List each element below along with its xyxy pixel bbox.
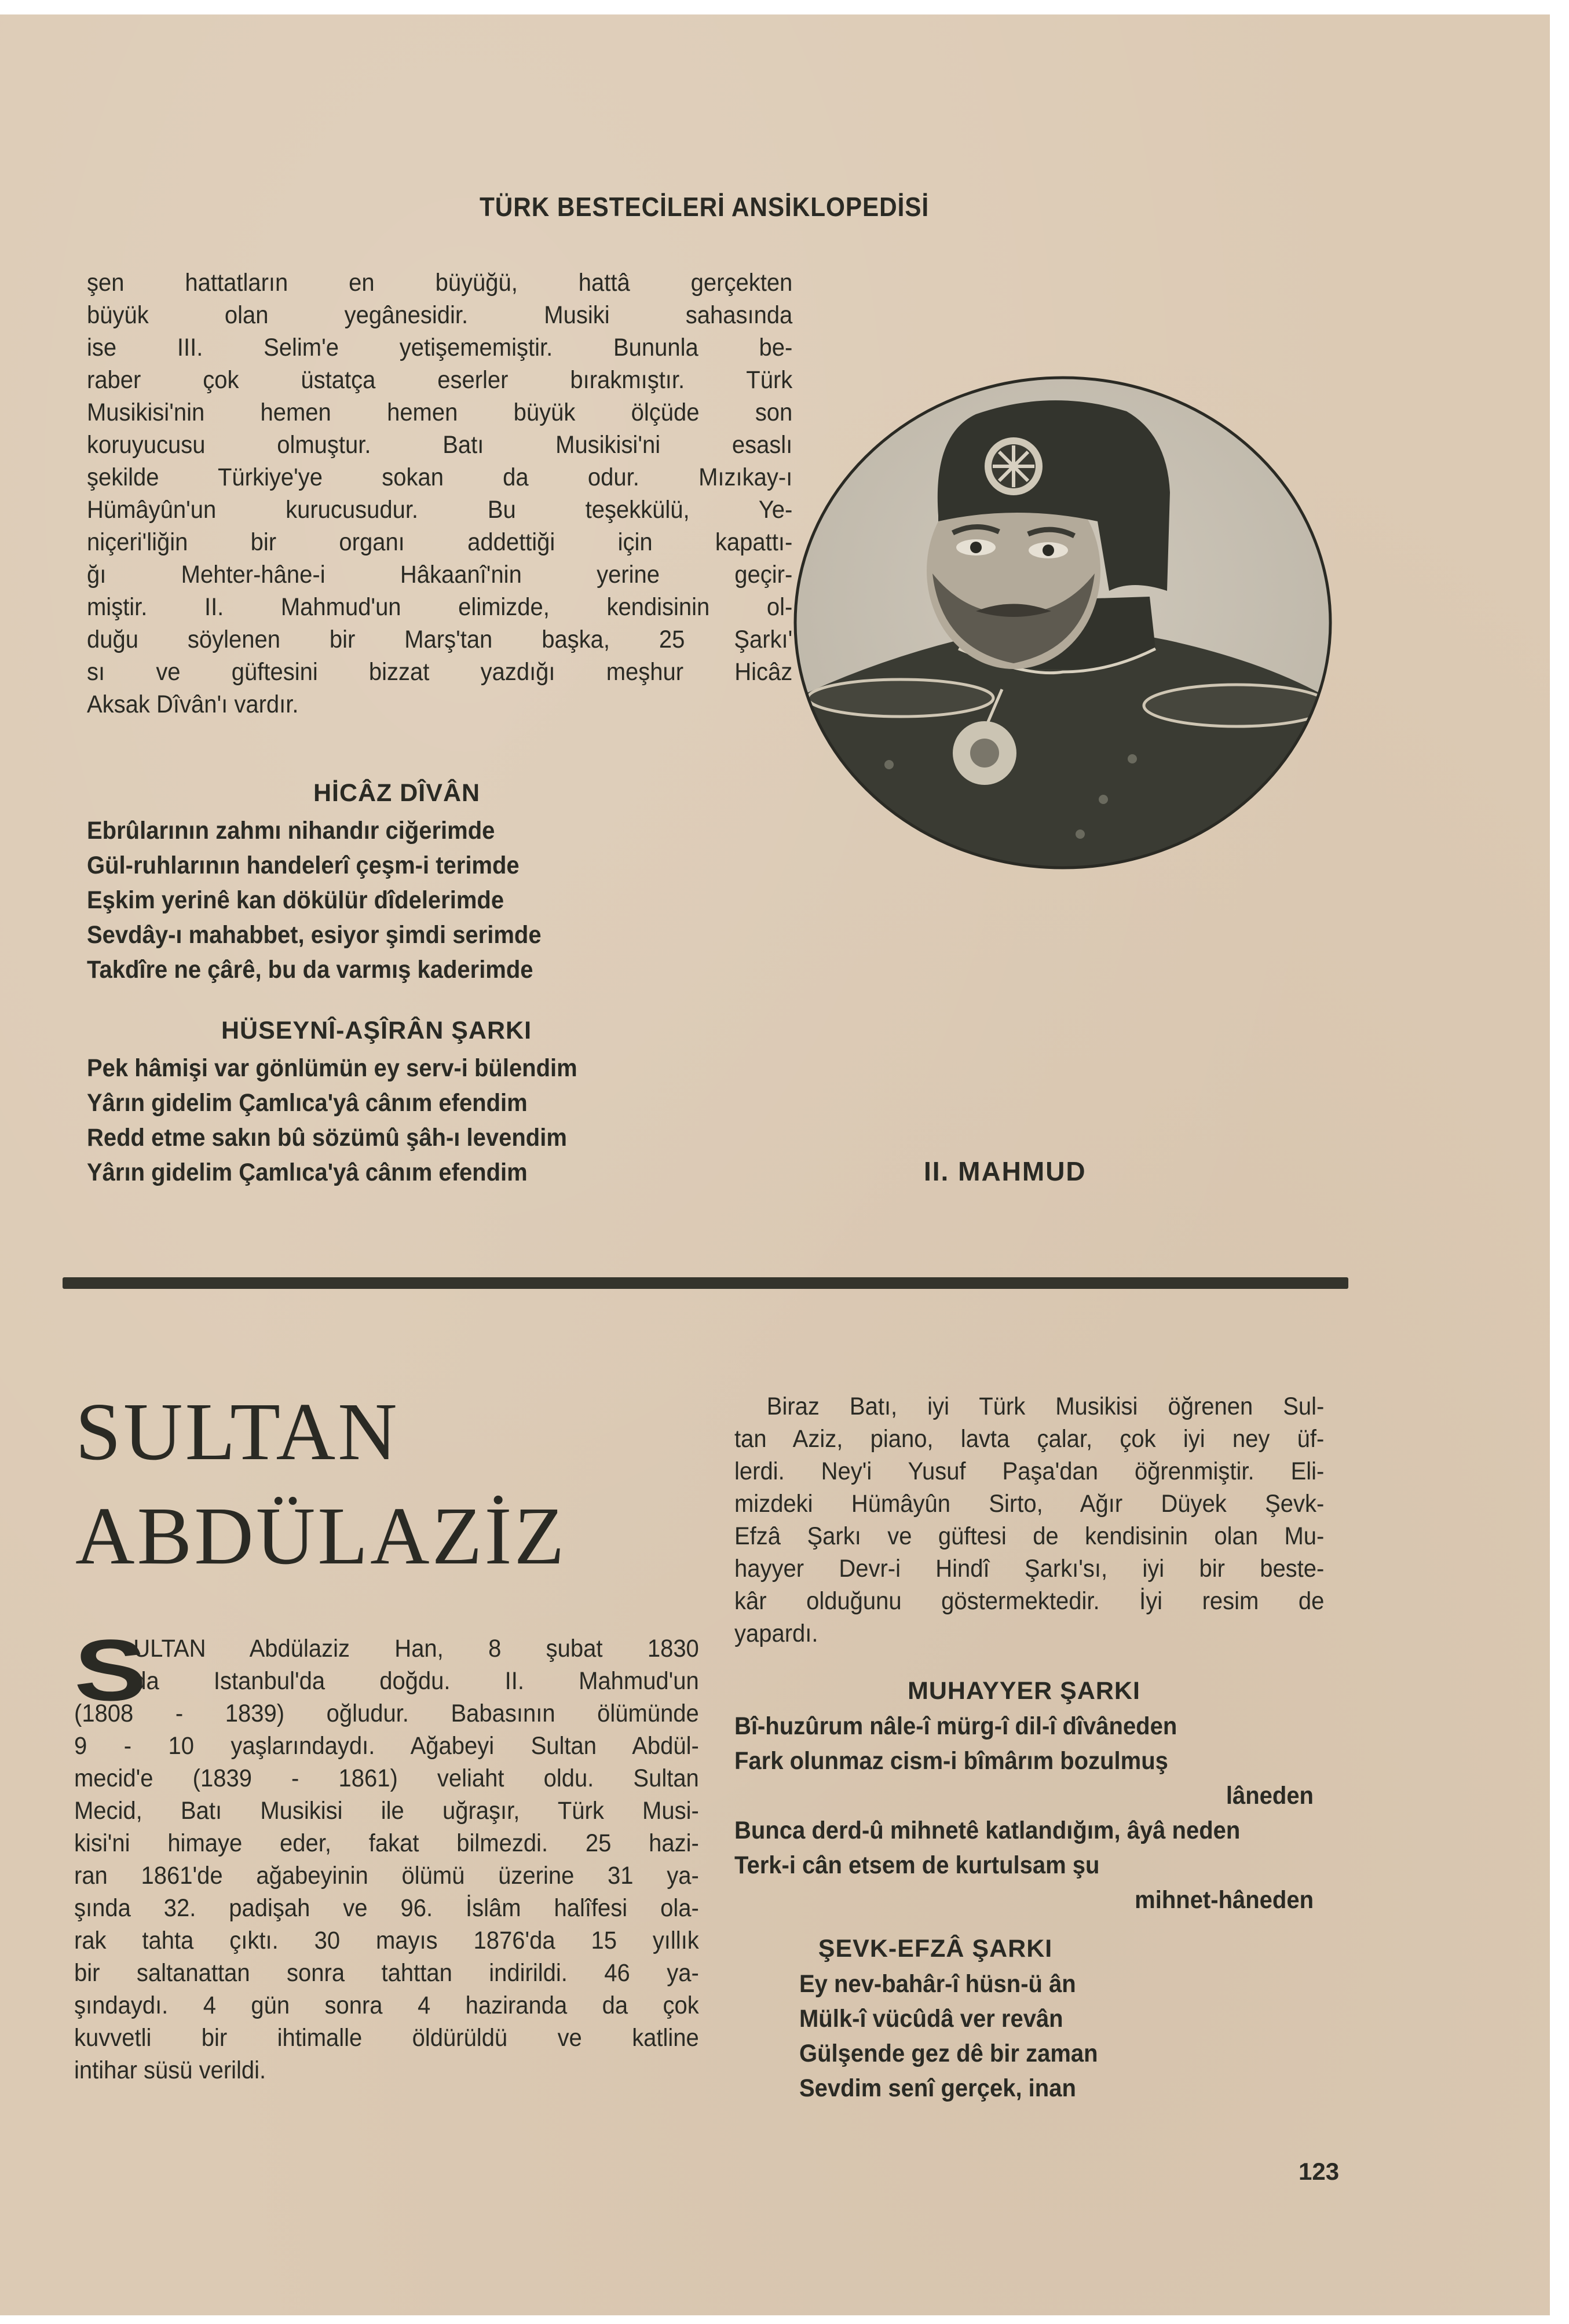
text-line: miştir. II. Mahmud'un elimizde, kendisinin ol- [87,593,793,621]
epaulette-left [808,679,993,717]
poem-line: Fark olunmaz cism-i bîmârım bozulmuş [734,1747,1168,1775]
text-line: mecid'e (1839 - 1861) veliaht oldu. Sultan [74,1764,699,1792]
section-divider [63,1277,1348,1289]
poem-line: Bunca derd-û mihnetê katlandığım, âyâ neden [734,1817,1241,1844]
poem-line: Yârın gidelim Çamlıca'yâ cânım efendim [87,1159,528,1186]
poem-line: lâneden [1226,1782,1314,1810]
poem-line: Bî-huzûrum nâle-î mürg-î dil-î dîvâneden [734,1712,1177,1740]
text-line: lerdi. Ney'i Yusuf Paşa'dan öğrenmiştir. Eli- [734,1457,1325,1485]
text-line: şında 32. padişah ve 96. İslâm halîfesi ola- [74,1894,699,1922]
bio-paragraph [74,1632,699,2087]
text-line: duğu söylenen bir Marş'tan başka, 25 Şarkı' [87,626,793,653]
text-line: şen hattatların en büyüğü, hattâ gerçekten [87,269,793,297]
poem-line: Ey nev-bahâr-î hüsn-ü ân [799,1970,1076,1998]
epaulette-right [1144,685,1329,726]
text-line: ise III. Selim'e yetişememiştir. Bununla be- [87,334,793,361]
poem-title: ŞEVK-EFZÂ ŞARKI [818,1935,1053,1963]
text-line: 9 - 10 yaşlarındaydı. Ağabeyi Sultan Abdül- [74,1732,699,1760]
text-line: şekilde Türkiye'ye sokan da odur. Mızıkay-ı [87,463,793,491]
page-number: 123 [1299,2158,1340,2185]
right-paragraph [734,1390,1324,1650]
poem-line: mihnet-hâneden [1135,1886,1314,1914]
dropcap: S [74,1621,147,1719]
poem-line: Eşkim yerinê kan dökülür dîdelerimde [87,886,504,914]
text-line: yapardı. [734,1620,818,1647]
text-line: niçeri'liğin bir organı addettiği için kapattı- [87,528,793,556]
portrait-mahmud-ii [785,348,1341,898]
top-article-paragraph [87,266,792,721]
text-line: mizdeki Hümâyûn Sirto, Ağır Düyek Şevk- [734,1490,1325,1518]
text-line: intihar süsü verildi. [74,2056,266,2084]
text-line: koruyucusu olmuştur. Batı Musikisi'ni esaslı [87,431,793,459]
pupil-right [1043,545,1054,556]
poem-line: Yârın gidelim Çamlıca'yâ cânım efendim [87,1089,528,1117]
text-line: şındaydı. 4 gün sonra 4 haziranda da çok [74,1992,699,2019]
text-line: kâr olduğunu göstermektedir. İyi resim de [734,1587,1325,1615]
section-title-line1: SULTAN [75,1386,400,1477]
poem-line: Takdîre ne çârê, bu da varmış kaderimde [87,956,533,984]
text-line: (1808 - 1839) oğludur. Babasının ölümünde [74,1700,699,1727]
text-line: raber çok üstatça eserler bırakmıştır. Türk [87,366,793,394]
portrait-image [785,348,1341,898]
button-icon [1099,795,1108,804]
poem-sevk-efza-sarki [799,1935,1205,2106]
text-line: sı ve güftesini bizzat yazdığı meşhur Hicâz [87,658,793,686]
text-line: ran 1861'de ağabeyinin ölümü üzerine 31 ya- [74,1862,699,1890]
pupil-left [970,542,982,553]
text-line: kuvvetli bir ihtimalle öldürüldü ve katline [74,2024,699,2052]
text-line: rak tahta çıktı. 30 mayıs 1876'da 15 yıllık [74,1927,699,1954]
text-line: ULTAN Abdülaziz Han, 8 şubat 1830 [133,1635,699,1662]
button-icon [1076,830,1085,839]
text-line: Mecid, Batı Musikisi ile uğraşır, Türk Musi- [74,1797,699,1825]
poem-line: Pek hâmişi var gönlümün ey serv-i bülendim [87,1054,577,1082]
text-line: da Istanbul'da doğdu. II. Mahmud'un [133,1667,699,1695]
poem-line: Redd etme sakın bû sözümû şâh-ı levendim [87,1124,567,1152]
poem-title: MUHAYYER ŞARKI [908,1677,1140,1705]
poem-line: Gülşende gez dê bir zaman [799,2040,1098,2067]
poem-hicaz-divan [87,779,707,987]
poem-huseyni-asiran-sarki [87,1017,793,1190]
text-line: Hümâyûn'un kurucusudur. Bu teşekkülü, Ye- [87,496,793,524]
button-icon [884,760,894,769]
text-line: hayyer Devr-i Hindî Şarkı'sı, iyi bir beste- [734,1555,1325,1583]
text-line: Aksak Dîvân'ı vardır. [87,690,299,718]
poem-line: Terk-i cân etsem de kurtulsam şu [734,1851,1100,1879]
poem-line: Ebrûlarının zahmı nihandır ciğerimde [87,817,495,845]
running-head: TÜRK BESTECİLERİ ANSİKLOPEDİSİ [480,192,930,222]
poem-title: HÜSEYNÎ-AŞÎRÂN ŞARKI [221,1017,532,1044]
button-icon [1128,754,1137,763]
fez-badge-icon [985,437,1043,495]
text-line: kisi'ni himaye eder, fakat bilmezdi. 25 hazi- [74,1829,699,1857]
poem-line: Mülk-î vücûdâ ver revân [799,2005,1063,2033]
text-line: Musikisi'nin hemen hemen büyük ölçüde son [87,399,793,426]
portrait-caption: II. MAHMUD [924,1156,1087,1186]
section-title-line2: ABDÜLAZİZ [75,1490,567,1581]
text-line: Biraz Batı, iyi Türk Musikisi öğrenen Sul- [766,1393,1325,1420]
poem-line: Gül-ruhlarının handelerî çeşm-i terimde [87,852,520,879]
poem-title: HİCÂZ DÎVÂN [313,779,481,807]
text-line: tan Aziz, piano, lavta çalar, çok iyi ney üf- [734,1425,1325,1453]
text-line: büyük olan yegânesidir. Musiki sahasında [87,301,793,329]
poem-muhayyer-sarki [734,1677,1314,1917]
poem-line: Sevdây-ı mahabbet, esiyor şimdi serimde [87,921,542,949]
poem-line: Sevdim senî gerçek, inan [799,2074,1076,2102]
text-line: bir saltanattan sonra tahttan indirildi. 46 ya- [74,1959,699,1987]
text-line: Efzâ Şarkı ve güftesi de kendisinin olan Mu- [734,1522,1325,1550]
text-line: ğı Mehter-hâne-i Hâkaanî'nin yerine geçir- [87,561,793,589]
